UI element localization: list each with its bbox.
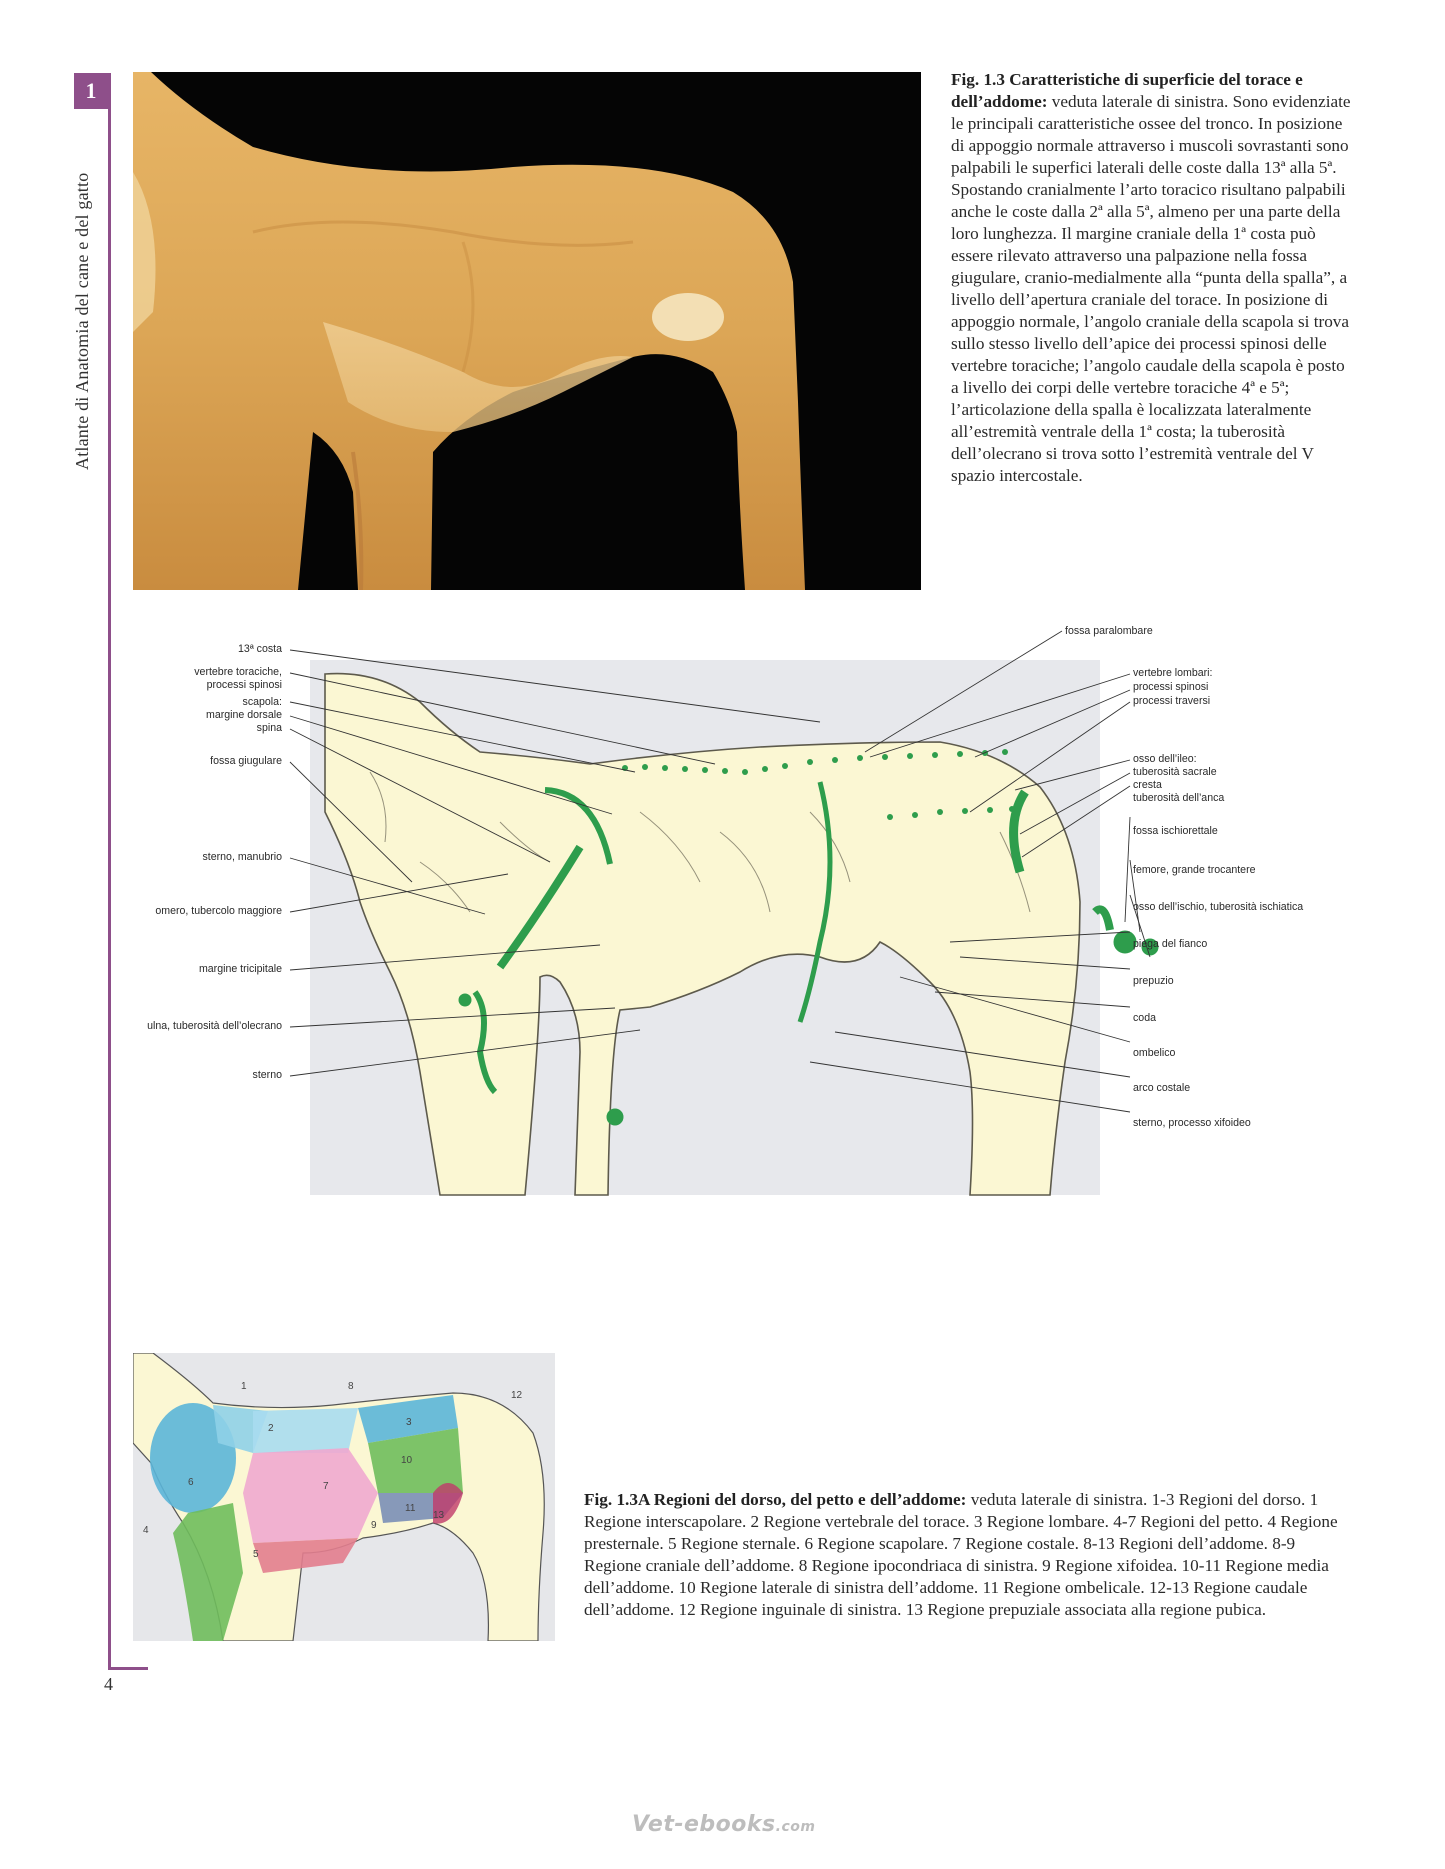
label-ulna-olecrano: ulna, tuberosità dell’olecrano <box>147 1020 282 1032</box>
figure-1-3a-title: Fig. 1.3A Regioni del dorso, del petto e dell’addome: <box>584 1490 967 1509</box>
label-processi-traversi: processi traversi <box>1133 695 1211 707</box>
label-tuberosita-anca: tuberosità dell’anca <box>1133 792 1225 804</box>
label-cresta: cresta <box>1133 779 1162 791</box>
label-omero-tubercolo: omero, tubercolo maggiore <box>155 905 282 917</box>
watermark-suffix: .com <box>775 1819 816 1835</box>
label-fossa-ischiorettale: fossa ischiorettale <box>1133 825 1218 837</box>
label-margine-dorsale: margine dorsale <box>206 709 282 721</box>
surface-anatomy-diagram <box>120 612 1340 1202</box>
running-head: Atlante di Anatomia del cane e del gatto <box>72 172 92 470</box>
body-regions-diagram <box>133 1353 555 1641</box>
label-tuberosita-sacrale: tuberosità sacrale <box>1133 766 1217 778</box>
label-13-costa: 13ª costa <box>238 643 282 655</box>
figure-1-3a-text: veduta laterale di sinistra. 1-3 Regioni del dorso. 1 Regione interscapolare. 2 Regione vertebrale del torace. 3 Regione lombare. 4-7 Regioni del petto. 4 Regione presternale. 5 Regione sternale. 6 Regione scapolare. 7 Regione costale. 8-13 Regioni dell’addome. 8-9 Regione craniale dell’addome. 8 Regione ipocondriaca di sinistra. 9 Regione xifoidea. 10-11 Regione media dell’addome. 10 Regione laterale di sinistra dell’addome. 11 Regione ombelicale. 12-13 Regione caudale dell’addome. 12 Regione inguinale di sinistra. 13 Regione prepuziale associata alla regione pubica. <box>584 1490 1338 1619</box>
margin-rule <box>108 73 111 1670</box>
page-number: 4 <box>104 1674 113 1694</box>
region-number-3: 3 <box>406 1417 412 1428</box>
label-osso-ileo: osso dell’ileo: <box>1133 753 1197 765</box>
label-processi-spinosi-lombari: processi spinosi <box>1133 681 1209 693</box>
watermark-main: Vet-ebooks <box>632 1812 776 1837</box>
label-margine-tricipitale: margine tricipitale <box>198 963 282 975</box>
label-scapola: scapola: <box>242 696 282 708</box>
label-fossa-paralombare: fossa paralombare <box>1065 625 1153 637</box>
figure-1-3-text: veduta laterale di sinistra. Sono evidenziate le principali caratteristiche ossee del tronco. In posizione di appoggio normale attraverso i muscoli sovrastanti sono palpabili le superfici laterali delle coste dalla 13ª alla 5ª. Spostando cranialmente l’arto toracico risultano palpabili anche le coste dalla 2ª alla 5ª, almeno per una parte della loro lunghezza. Il margine craniale della 1ª costa può essere rilevato attraverso una palpazione nella fossa giugulare, cranio-medialmente alla “punta della spalla”, a livello dell’apertura craniale del torace. In posizione di appoggio normale, l’angolo craniale della scapola si trova sullo stesso livello dell’apice dei processi spinosi delle vertebre toraciche; l’angolo caudale della scapola è posto a livello dei corpi delle vertebre toraciche 4ª e 5ª; l’articolazione della spalla è localizzata lateralmente all’estremità ventrale della 1ª costa; la tuberosità dell’olecrano si trova sotto l’estremità ventrale del V spazio intercostale. <box>951 92 1351 485</box>
label-spina: spina <box>256 722 282 734</box>
region-number-4: 4 <box>143 1525 149 1536</box>
label-sterno-manubrio: sterno, manubrio <box>202 851 282 863</box>
label-piega-fianco: piega del fianco <box>1133 938 1208 950</box>
figure-1-3a-caption <box>584 1489 1344 1621</box>
label-prepuzio: prepuzio <box>1133 975 1174 987</box>
region-number-8: 8 <box>348 1381 354 1392</box>
region-number-13: 13 <box>433 1510 445 1521</box>
label-osso-ischio: osso dell’ischio, tuberosità ischiatica <box>1133 901 1304 913</box>
region-number-6: 6 <box>188 1477 194 1488</box>
margin-rule-foot <box>108 1667 148 1670</box>
label-vertebre-toraciche: vertebre toraciche, <box>194 666 282 678</box>
label-sterno: sterno <box>252 1069 282 1081</box>
label-femore-trocantere: femore, grande trocantere <box>1133 864 1256 876</box>
chapter-number-tab: 1 <box>74 73 108 109</box>
label-ombelico: ombelico <box>1133 1047 1176 1059</box>
label-vertebre-lombari: vertebre lombari: <box>1133 667 1213 679</box>
region-number-5: 5 <box>253 1549 259 1560</box>
dog-photo <box>133 72 921 590</box>
region-number-9: 9 <box>371 1520 377 1531</box>
label-processi-spinosi: processi spinosi <box>206 679 282 691</box>
region-number-10: 10 <box>401 1455 413 1466</box>
label-fossa-giugulare: fossa giugulare <box>210 755 282 767</box>
label-coda: coda <box>1133 1012 1156 1024</box>
label-sterno-xifoideo: sterno, processo xifoideo <box>1133 1117 1251 1129</box>
watermark-logo <box>632 1812 815 1837</box>
region-number-7: 7 <box>323 1481 329 1492</box>
figure-1-3-title: Fig. 1.3 Caratteristiche di superficie del torace e dell’addome: <box>951 70 1303 111</box>
region-number-2: 2 <box>268 1423 274 1434</box>
label-arco-costale: arco costale <box>1133 1082 1191 1094</box>
region-number-11: 11 <box>405 1503 416 1514</box>
figure-1-3-caption <box>951 69 1351 487</box>
region-number-12: 12 <box>511 1390 523 1401</box>
region-number-1: 1 <box>241 1381 247 1392</box>
